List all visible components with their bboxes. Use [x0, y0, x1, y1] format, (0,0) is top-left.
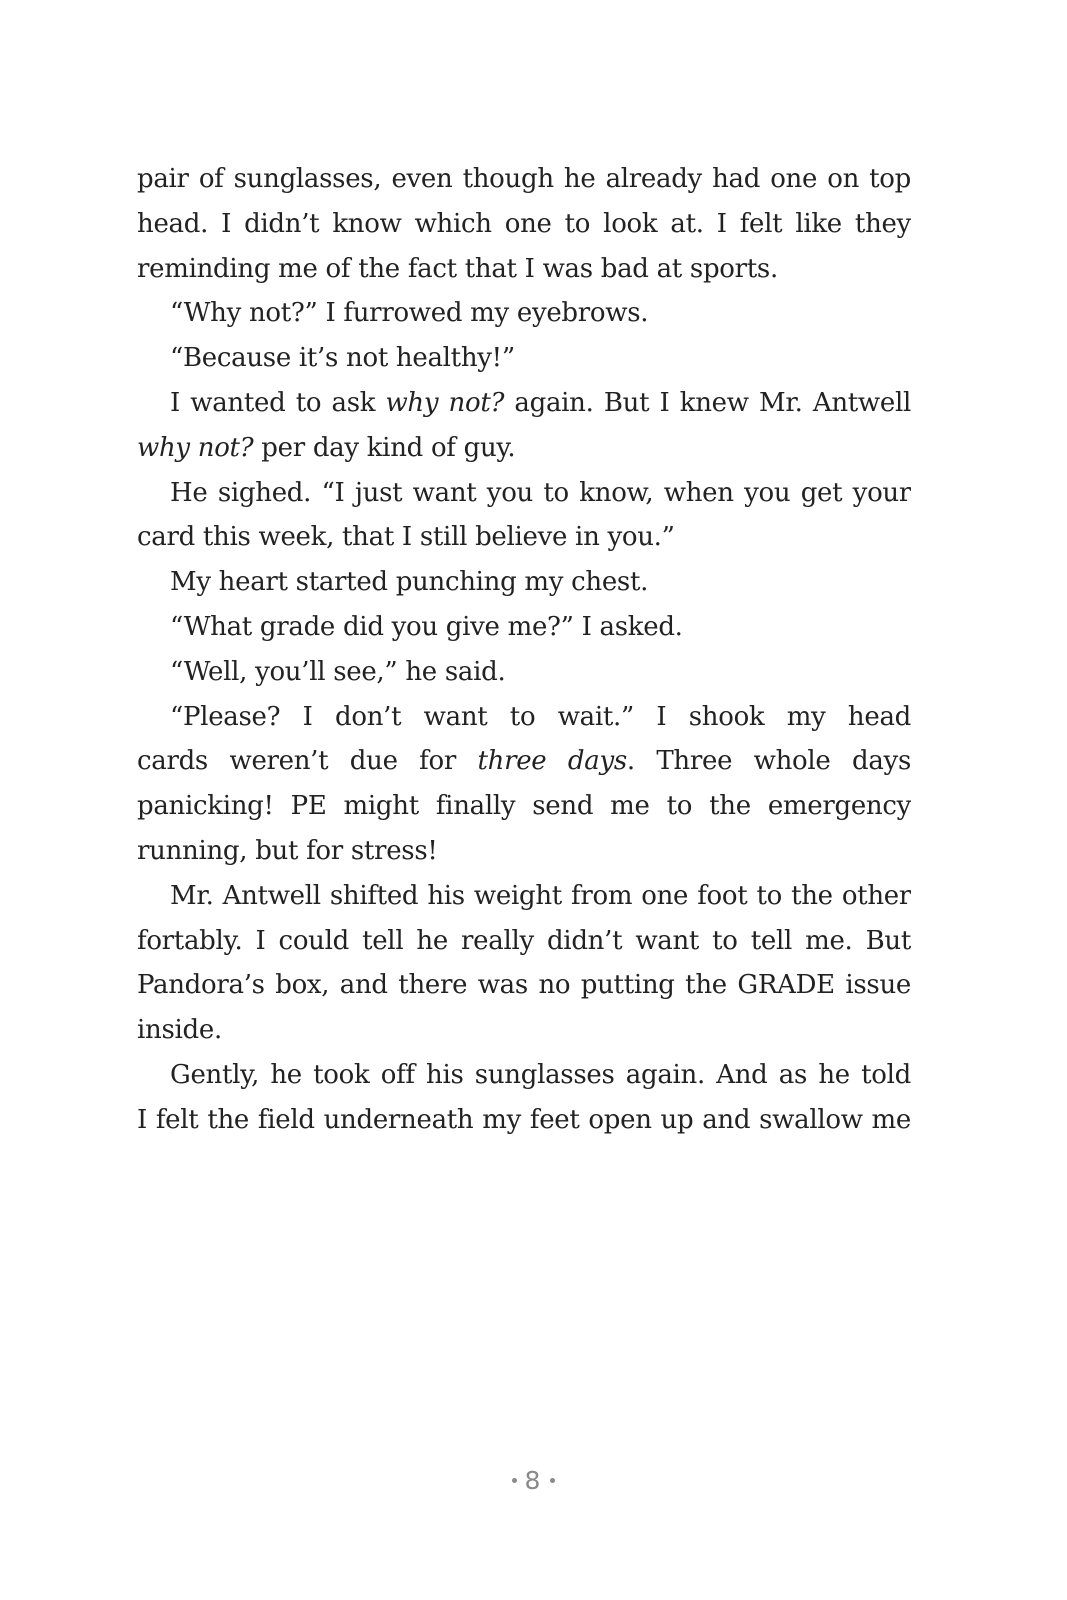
- ornament-dot-right: [550, 1478, 555, 1483]
- italic-phrase: why not?: [385, 387, 505, 418]
- text-line: Mr. Antwell shifted his weight from one foot to the other: [170, 880, 911, 911]
- text-run: again. But I knew Mr. Antwell: [514, 387, 911, 418]
- text-line: “Well, you’ll see,” he said.: [170, 656, 506, 687]
- text-line: “Why not?” I furrowed my eyebrows.: [170, 298, 649, 329]
- text-line: I felt the field underneath my feet open up and swallow me: [137, 1104, 911, 1135]
- text-run: I wanted to ask: [170, 387, 386, 418]
- ornament-dot-left: [512, 1478, 517, 1483]
- text-line: reminding me of the fact that I was bad at sports.: [137, 253, 778, 284]
- text-run: cards weren’t due for: [137, 746, 478, 777]
- text-line: My heart started punching my chest.: [170, 567, 649, 598]
- text-run: per day kind of guy.: [253, 432, 516, 463]
- text-line: [137, 739, 911, 784]
- text-line: panicking! PE might finally send me to the emergency: [137, 791, 911, 822]
- page-number: [0, 1466, 1067, 1495]
- text-line: He sighed. “I just want you to know, when you get your: [170, 477, 911, 508]
- page-number-value: 8: [524, 1466, 543, 1495]
- text-line: head. I didn’t know which one to look at. I felt like they: [137, 208, 911, 239]
- text-line: [137, 381, 911, 426]
- text-line: “Because it’s not healthy!”: [170, 343, 515, 374]
- text-line: “What grade did you give me?” I asked.: [170, 611, 683, 642]
- body-text: [137, 157, 911, 1143]
- italic-phrase: why not?: [137, 432, 254, 463]
- text-line: running, but for stress!: [137, 835, 438, 866]
- text-run: . Three whole days: [626, 746, 911, 777]
- text-line: pair of sunglasses, even though he already had one on top: [137, 164, 911, 194]
- text-line: “Please? I don’t want to wait.” I shook my head: [170, 701, 911, 732]
- text-line: card this week, that I still believe in you.”: [137, 522, 675, 553]
- text-line: fortably. I could tell he really didn’t want to tell me. But: [137, 925, 911, 956]
- italic-phrase: three days: [477, 746, 627, 777]
- text-line: inside.: [137, 1015, 222, 1046]
- text-line: Gently, he took off his sunglasses again. And as he told: [170, 1059, 911, 1090]
- text-line: Pandora’s box, and there was no putting the GRADE issue: [137, 970, 911, 1001]
- text-line: [137, 426, 911, 471]
